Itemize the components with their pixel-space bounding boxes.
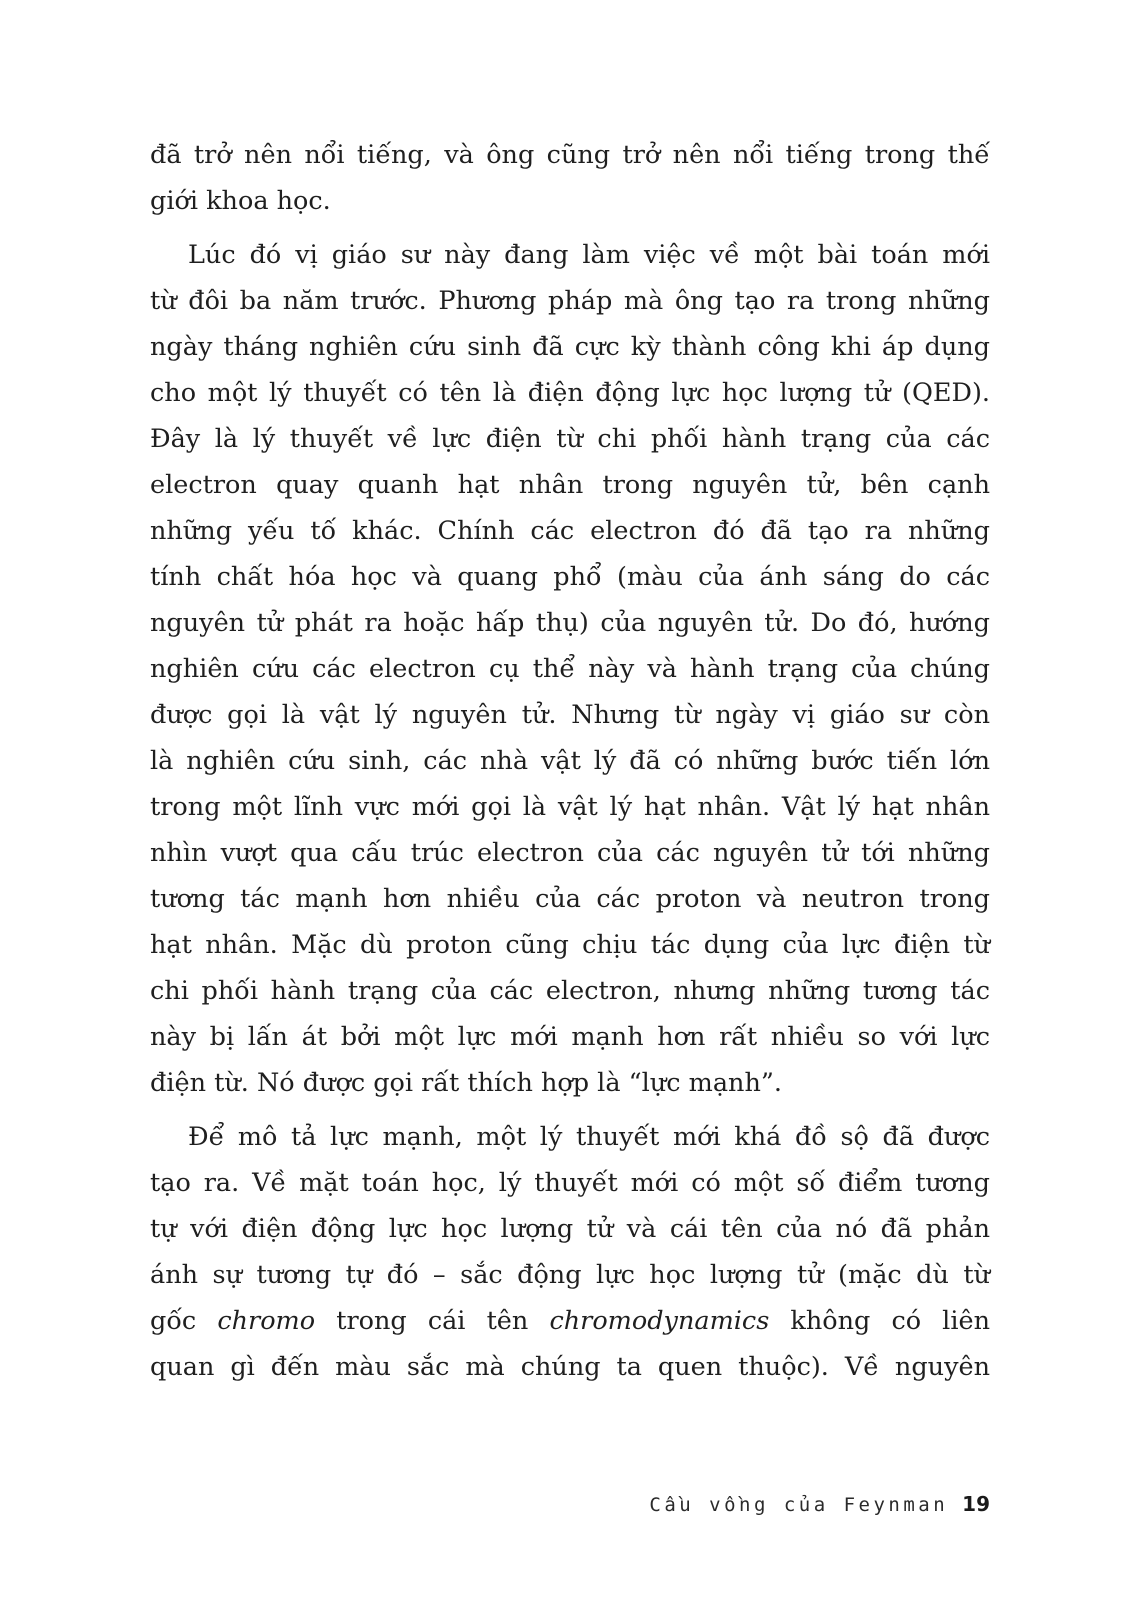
page-footer: [150, 1492, 990, 1516]
text-line: ngày tháng nghiên cứu sinh đã cực kỳ thành công khi áp dụng: [150, 332, 990, 362]
body-text: [150, 132, 990, 1390]
text-line: là nghiên cứu sinh, các nhà vật lý đã có những bước tiến lớn: [150, 746, 990, 776]
paragraph: [150, 232, 990, 1106]
text-line: đã trở nên nổi tiếng, và ông cũng trở nên nổi tiếng trong thế: [150, 140, 990, 170]
text-line: Để mô tả lực mạnh, một lý thuyết mới khá đồ sộ đã được: [188, 1122, 990, 1152]
text-line: này bị lấn át bởi một lực mới mạnh hơn rất nhiều so với lực: [150, 1022, 990, 1052]
text-line: tự với điện động lực học lượng tử và cái tên của nó đã phản: [150, 1214, 990, 1244]
italic-term-chromo: chromo: [217, 1306, 316, 1336]
text-line: được gọi là vật lý nguyên tử. Nhưng từ ngày vị giáo sư còn: [150, 700, 990, 730]
text-line: nghiên cứu các electron cụ thể này và hành trạng của chúng: [150, 654, 990, 684]
text-line: điện từ. Nó được gọi rất thích hợp là “lực mạnh”.: [150, 1068, 783, 1098]
text-line: quan gì đến màu sắc mà chúng ta quen thuộc). Về nguyên: [150, 1352, 990, 1382]
text-line: những yếu tố khác. Chính các electron đó đã tạo ra những: [150, 516, 990, 546]
text-line: Lúc đó vị giáo sư này đang làm việc về một bài toán mới: [188, 240, 990, 270]
paragraph: [150, 1114, 990, 1390]
text-line: chi phối hành trạng của các electron, nhưng những tương tác: [150, 976, 990, 1006]
page-number: 19: [962, 1492, 990, 1516]
text-segment: không có liên: [769, 1306, 991, 1336]
text-segment: trong cái tên: [315, 1306, 550, 1336]
text-segment: gốc: [150, 1306, 218, 1336]
text-line: trong một lĩnh vực mới gọi là vật lý hạt nhân. Vật lý hạt nhân: [150, 792, 990, 822]
text-line: nhìn vượt qua cấu trúc electron của các nguyên tử tới những: [150, 838, 990, 868]
text-line: tạo ra. Về mặt toán học, lý thuyết mới có một số điểm tương: [150, 1168, 990, 1198]
text-line: nguyên tử phát ra hoặc hấp thụ) của nguyên tử. Do đó, hướng: [150, 608, 990, 638]
paragraph: [150, 132, 990, 224]
text-line: giới khoa học.: [150, 186, 331, 216]
italic-term-chromodynamics: chromodynamics: [549, 1306, 770, 1336]
text-line: Đây là lý thuyết về lực điện từ chi phối hành trạng của các: [150, 424, 990, 454]
text-line: hạt nhân. Mặc dù proton cũng chịu tác dụng của lực điện từ: [150, 930, 990, 960]
text-line: tính chất hóa học và quang phổ (màu của ánh sáng do các: [150, 562, 990, 592]
text-line: ánh sự tương tự đó – sắc động lực học lượng tử (mặc dù từ: [150, 1260, 990, 1290]
text-line-with-italics: [150, 1298, 990, 1344]
running-title: Cầu vồng của Feynman: [649, 1494, 949, 1516]
text-line: cho một lý thuyết có tên là điện động lực học lượng tử (QED).: [150, 378, 990, 408]
text-line: từ đôi ba năm trước. Phương pháp mà ông tạo ra trong những: [150, 286, 990, 316]
text-line: electron quay quanh hạt nhân trong nguyên tử, bên cạnh: [150, 470, 990, 500]
text-line: tương tác mạnh hơn nhiều của các proton và neutron trong: [150, 884, 990, 914]
